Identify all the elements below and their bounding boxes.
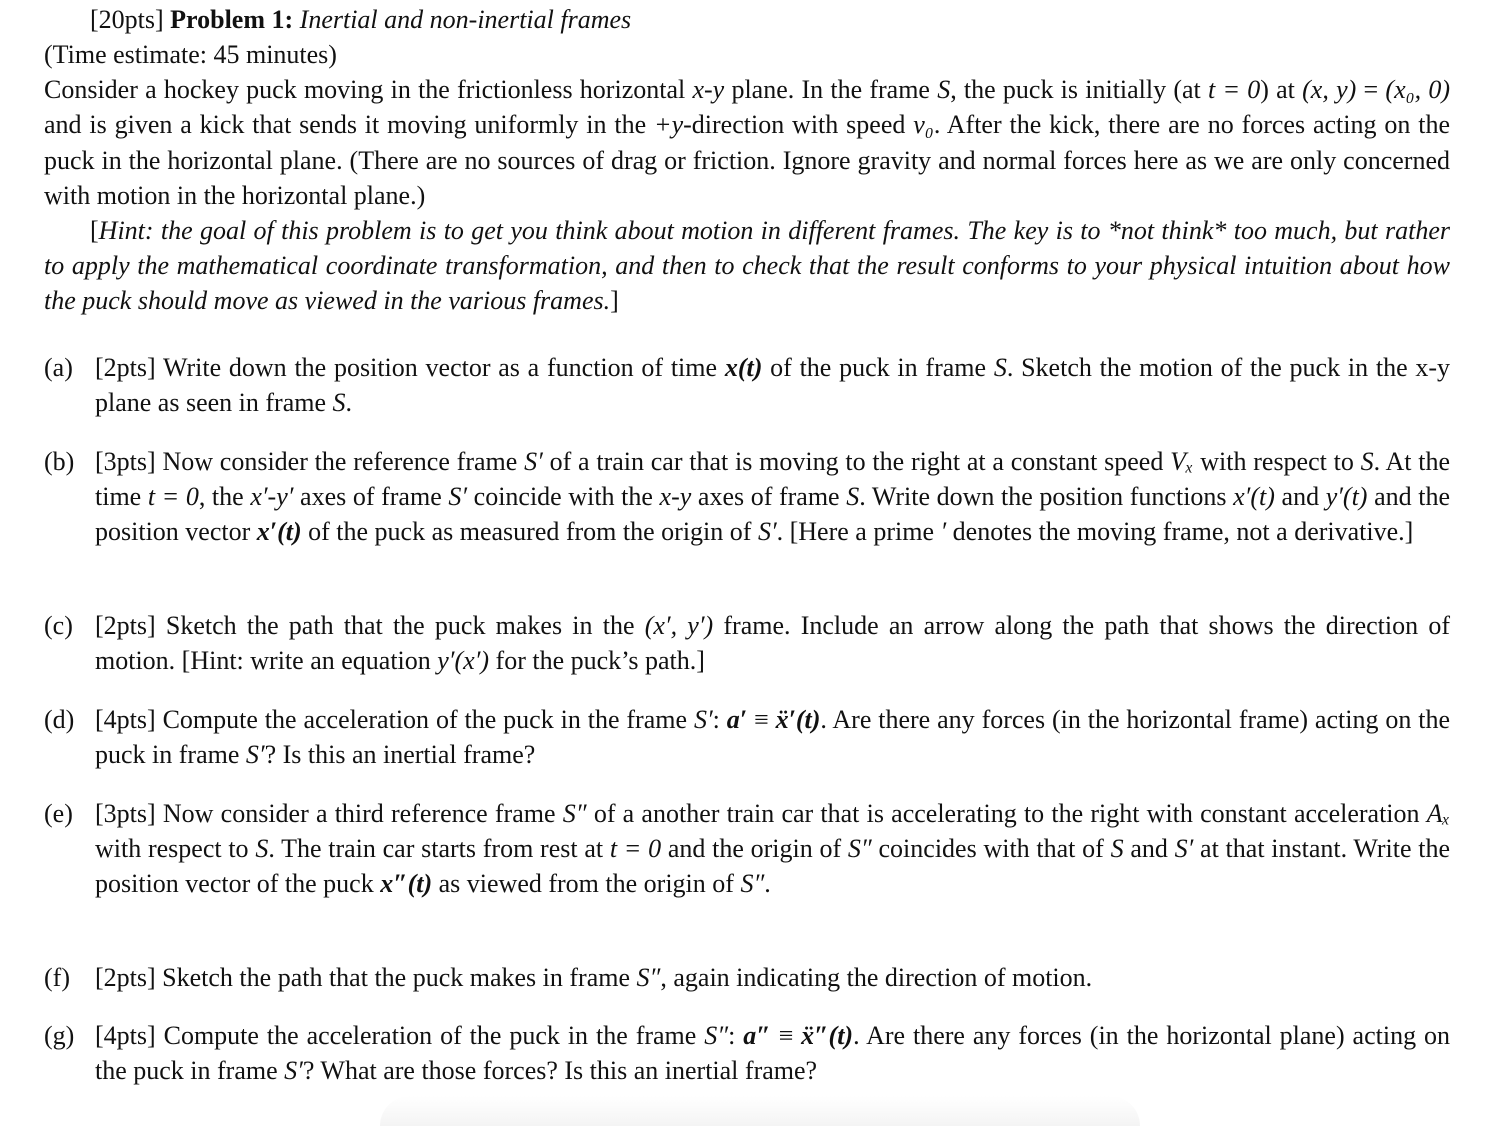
part-text: ? Is this an inertial frame? — [264, 740, 536, 770]
part-points: [3pts] — [95, 447, 156, 476]
part-text: with respect to — [95, 834, 249, 864]
math-v0: v₀ — [913, 110, 934, 140]
intro-text: , the puck is initially (at — [950, 75, 1201, 105]
math-xpyp: x′-y′ — [250, 482, 294, 512]
part-text: . At the time — [95, 447, 1451, 512]
part-text: of the puck in frame — [770, 353, 987, 382]
math-vec-xpp-t: x″(t) — [380, 869, 433, 899]
math-equiv: ≡ — [778, 1021, 794, 1050]
math-xy: x-y — [659, 482, 692, 512]
part-points: [2pts] — [95, 353, 156, 382]
part-text: with respect to — [1200, 447, 1354, 476]
part-text: . The train car starts from rest at — [268, 834, 604, 864]
math-frame-s: S — [1360, 447, 1374, 476]
math-frame-s-prime: S′ — [245, 740, 265, 770]
math-a-prime: a′ — [726, 705, 748, 734]
part-text: . Write down the position functions — [859, 482, 1227, 512]
part-points: [2pts] — [95, 611, 156, 640]
part-text: Sketch the path that the puck makes in the — [165, 611, 635, 640]
intro-text: Consider a hockey puck moving in the frictionless horizontal — [44, 75, 686, 105]
part-points: [3pts] — [95, 799, 156, 828]
math-x0-pair: (x₀, 0) — [1385, 75, 1451, 105]
intro-text: -direction with speed — [683, 110, 906, 140]
math-frame-s-prime: S′ — [757, 517, 777, 547]
part-a: (a) [2pts] Write down the position vector as a function of time x(t) of the puck in frame S. Sketch the motion of the puck in the x-y plane as seen in frame S. — [44, 350, 1450, 420]
problem-title: Inertial and non-inertial frames — [299, 5, 632, 34]
part-text: as viewed from the origin of — [438, 869, 734, 899]
part-text: for the puck’s path.] — [495, 646, 705, 676]
part-label: (e) — [44, 799, 73, 828]
part-text: denotes the moving frame, not a derivative.] — [952, 517, 1414, 547]
part-text: of the puck as measured from the origin of — [308, 517, 752, 547]
math-ax: Aₓ — [1426, 799, 1451, 828]
math-frame-s-dprime: S″ — [847, 834, 872, 864]
problem-heading — [90, 2, 1450, 37]
part-label: (c) — [44, 611, 73, 640]
part-text: Compute the acceleration of the puck in the frame — [163, 1021, 697, 1050]
time-estimate: (Time estimate: 45 minutes) — [44, 40, 337, 69]
hint-text: Hint: the goal of this problem is to get you think about motion in different frames. The key is to *not think* too much, but rather to apply the mathematical coordinate transformation, and then to check that the result conforms to your physical intuition about how the puck should move as viewed in the various frames. — [44, 216, 1450, 316]
math-frame-s-prime: S′ — [1174, 834, 1194, 864]
part-c — [44, 608, 1450, 678]
math-t-zero: t = 0 — [609, 834, 662, 864]
part-text: . Are there any forces (in the horizontal plane) acting on the puck in frame — [95, 1021, 1451, 1086]
part-label: (b) — [44, 447, 75, 476]
part-text: Now consider the reference frame — [162, 447, 518, 476]
intro-text: and is given a kick that sends it moving uniformly in the — [44, 110, 647, 140]
part-text: . Sketch the motion of the puck in the x-y plane as seen in frame — [95, 353, 1451, 418]
math-frame-s: S — [993, 353, 1007, 382]
part-text: and — [1281, 482, 1320, 512]
intro-paragraph: Consider a hockey puck moving in the frictionless horizontal x-y plane. In the frame S, the puck is initially (at t = 0) at (x, y) = (x₀, 0) and is given a kick that sends it moving uniformly in the +y-direction with speed v₀. After the kick, there are no forces acting on the puck in the horizontal plane. (There are no sources of drag or friction. Ignore gravity and normal forces here as we are only concerned with motion in the horizontal plane.) — [44, 75, 1451, 210]
hint-paragraph: [Hint: the goal of this problem is to get you think about motion in different frames. The key is to *not think* too much, but rather to apply the mathematical coordinate transformation, and then to check that the result conforms to your physical intuition about how the puck should move as viewed in the various frames.] — [44, 216, 1450, 316]
part-points: [4pts] — [95, 705, 156, 734]
part-text: Write down the position vector as a function of time — [162, 353, 718, 382]
math-frame-s-prime: S′ — [524, 447, 543, 476]
math-xdd-prime: ẍ′(t) — [775, 705, 821, 734]
part-text: Sketch the path that the puck makes in frame — [162, 963, 631, 992]
part-e: (e) [3pts] Now consider a third reference frame S″ of a another train car that is accelerating to the right with constant acceleration Aₓ with respect to S. The train car starts from rest at t = 0 and the origin of S″ coincides with that of S and S′ at that instant. Write the position vector of the puck x″(t) as viewed from the origin of S″. — [44, 796, 1450, 902]
math-frame-s: S — [1110, 834, 1124, 864]
intro-text: . After the kick, there are no forces acting on the puck in the horizontal plane. (There are no sources of drag or friction. Ignore gravity and normal forces here as we are only concerned with motion in the horizontal plane.) — [44, 110, 1450, 210]
math-frame-s-dprime: S″ — [636, 963, 661, 992]
problem-points: [20pts] — [90, 5, 164, 34]
math-t-zero: t = 0 — [1208, 75, 1261, 105]
part-text: and — [1130, 834, 1168, 864]
part-text: coincide with the — [473, 482, 653, 512]
math-frame-s-prime: S′ — [448, 482, 468, 512]
math-frame-s-dprime: S″ — [562, 799, 587, 828]
intro-text: at — [1276, 75, 1295, 105]
part-text: axes of frame — [300, 482, 442, 512]
math-frame-s: S — [846, 482, 860, 512]
math-frame-s: S — [332, 388, 346, 418]
part-text: . Are there any forces (in the horizontal frame) acting on the puck in frame — [95, 705, 1451, 770]
part-d: (d) [4pts] Compute the acceleration of the puck in the frame S′: a′ ≡ ẍ′(t). Are there any forces (in the horizontal frame) acting on the puck in frame S′? Is this an inertial frame? — [44, 702, 1450, 772]
math-frame-s-prime: S′ — [693, 705, 713, 734]
math-a-dprime: a″ — [743, 1021, 771, 1050]
math-frame-s-dprime: S″ — [704, 1021, 729, 1050]
bottom-shadow — [380, 1096, 1140, 1126]
intro-text: plane. In the frame — [731, 75, 930, 105]
part-text: at that instant. Write the position vector of the puck — [95, 834, 1451, 899]
part-text: , again indicating the direction of motion. — [660, 963, 1093, 992]
math-xdd-dprime: ẍ″(t) — [801, 1021, 854, 1050]
part-text: frame. Include an arrow along the path that shows the direction of motion. [Hint: write an equation — [95, 611, 1450, 676]
math-plus-y: +y — [654, 110, 684, 140]
part-label: (d) — [44, 705, 75, 734]
math-frame-s-prime: S′ — [284, 1056, 303, 1086]
part-label: (f) — [44, 963, 70, 992]
math-vec-xp-t: x′(t) — [256, 517, 302, 547]
math-xpyp-pair: (x′, y′) — [644, 611, 714, 640]
math-frame-s: S — [937, 75, 951, 105]
math-xy-pair: (x, y) — [1302, 75, 1357, 105]
math-equiv: ≡ — [753, 705, 769, 734]
problem-label: Problem 1: — [170, 5, 294, 34]
part-text: axes of frame — [697, 482, 840, 512]
part-text: coincides with that of — [878, 834, 1104, 864]
part-points: [2pts] — [95, 963, 156, 992]
part-text: Now consider a third reference frame — [162, 799, 556, 828]
part-b — [44, 444, 1450, 550]
math-frame-s-dprime: S″ — [740, 869, 765, 899]
part-g: (g) [4pts] Compute the acceleration of the puck in the frame S″: a″ ≡ ẍ″(t). Are there any forces (in the horizontal plane) acting on the puck in frame S′? What are those forces? Is this an inertial frame? — [44, 1018, 1450, 1088]
math-equals: = — [1363, 75, 1379, 105]
part-text: ? What are those forces? Is this an inertial frame? — [302, 1056, 818, 1086]
math-xy: x-y — [692, 75, 725, 105]
part-text: and the position vector — [95, 482, 1450, 547]
part-text: . [Here a prime — [776, 517, 934, 547]
math-t-zero: t = 0 — [147, 482, 199, 512]
part-text: of a another train car that is accelerating to the right with constant acceleration — [593, 799, 1420, 828]
part-text: , the — [198, 482, 244, 512]
part-text: and the origin of — [667, 834, 842, 864]
math-yp-t: y′(t) — [1325, 482, 1368, 512]
math-frame-s: S — [255, 834, 269, 864]
math-vec-x-t: x(t) — [724, 353, 763, 382]
part-f — [44, 960, 1450, 995]
part-points: [4pts] — [95, 1021, 156, 1050]
part-text: Compute the acceleration of the puck in the frame — [162, 705, 688, 734]
math-yp-of-xp: y′(x′) — [437, 646, 490, 676]
math-prime: ′ — [940, 517, 947, 547]
math-xp-t: x′(t) — [1233, 482, 1275, 512]
document-page — [44, 2, 1450, 319]
part-label: (a) — [44, 353, 73, 382]
math-vx: Vₓ — [1170, 447, 1194, 476]
part-label: (g) — [44, 1021, 75, 1050]
part-text: of a train car that is moving to the right at a constant speed — [549, 447, 1164, 476]
